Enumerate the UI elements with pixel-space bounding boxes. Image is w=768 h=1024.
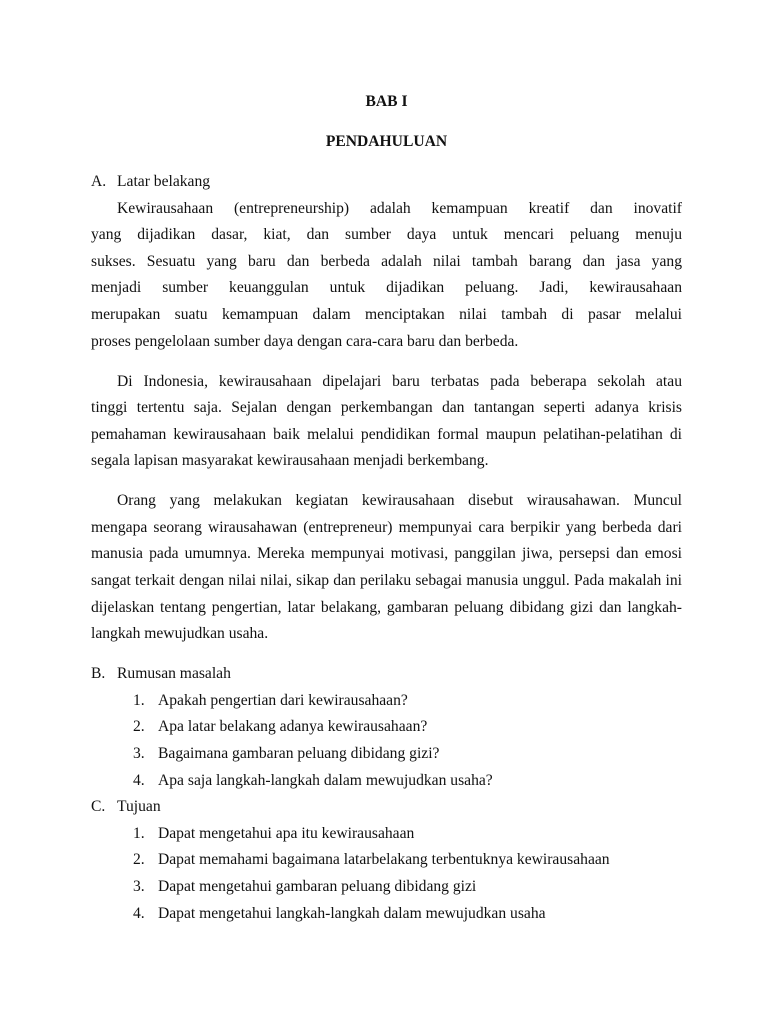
paragraph-line: menjadi sumber keuanggulan untuk dijadikan peluang. Jadi, kewirausahaan (91, 279, 682, 297)
list-item (91, 847, 682, 874)
list-item (91, 874, 682, 901)
list-number: 3. (133, 745, 145, 763)
list-text: Apakah pengertian dari kewirausahaan? (158, 691, 408, 709)
paragraph-line: sangat terkait dengan nilai nilai, sikap dan perilaku sebagai manusia unggul. Pada makalah ini (91, 572, 682, 590)
list-item (91, 768, 682, 795)
list-text: Dapat mengetahui gambaran peluang dibidang gizi (158, 877, 477, 895)
list-number: 3. (133, 877, 145, 895)
paragraph-line: Kewirausahaan (entrepreneurship) adalah kemampuan kreatif dan inovatif (117, 199, 682, 217)
paragraph-line: proses pengelolaan sumber daya dengan cara-cara baru dan berbeda. (91, 332, 519, 350)
section-b-list (91, 688, 682, 794)
list-number: 2. (133, 718, 145, 736)
paragraph-line: Orang yang melakukan kegiatan kewirausahaan disebut wirausahawan. Muncul (117, 492, 682, 510)
list-item (91, 741, 682, 768)
section-a-body (91, 196, 682, 648)
paragraph-line: pemahaman kewirausahaan baik melalui pendidikan formal maupun pelatihan-pelatihan di (91, 425, 682, 443)
list-number: 2. (133, 851, 145, 869)
list-item (91, 821, 682, 848)
list-text: Apa latar belakang adanya kewirausahaan? (158, 718, 428, 736)
list-item (91, 901, 682, 928)
list-text: Dapat mengetahui langkah-langkah dalam mewujudkan usaha (158, 904, 546, 922)
paragraph-line: tinggi tertentu saja. Sejalan dengan perkembangan dan tantangan seperti adanya krisis (91, 399, 682, 417)
list-text: Bagaimana gambaran peluang dibidang gizi? (158, 745, 440, 763)
paragraph-line: Di Indonesia, kewirausahaan dipelajari baru terbatas pada beberapa sekolah atau (117, 372, 682, 390)
section-b-heading: B. Rumusan masalah (91, 665, 231, 683)
section-c-heading: C. Tujuan (91, 798, 161, 816)
section-a-heading: A. Latar belakang (91, 172, 211, 190)
list-item (91, 688, 682, 715)
paragraph-line: merupakan suatu kemampuan dalam menciptakan nilai tambah di pasar melalui (91, 305, 682, 323)
list-item (91, 714, 682, 741)
list-text: Dapat mengetahui apa itu kewirausahaan (158, 824, 415, 842)
paragraph-line: mengapa seorang wirausahawan (entrepreneur) mempunyai cara berpikir yang berbeda dari (91, 518, 682, 536)
list-text: Dapat memahami bagaimana latarbelakang terbentuknya kewirausahaan (158, 851, 610, 869)
list-number: 1. (133, 691, 145, 709)
paragraph-line: langkah mewujudkan usaha. (91, 625, 269, 643)
paragraph-line: yang dijadikan dasar, kiat, dan sumber daya untuk mencari peluang menuju (91, 226, 682, 244)
list-number: 4. (133, 904, 145, 922)
list-number: 4. (133, 771, 145, 789)
paragraph-line: manusia pada umumnya. Mereka mempunyai motivasi, panggilan jiwa, persepsi dan emosi (91, 545, 682, 563)
list-number: 1. (133, 824, 145, 842)
document-page (91, 89, 682, 927)
section-c-list (91, 821, 682, 927)
chapter-subtitle: PENDAHULUAN (325, 132, 448, 150)
chapter-title: BAB I (365, 93, 408, 110)
paragraph-line: dijelaskan tentang pengertian, latar belakang, gambaran peluang dibidang gizi dan langkah- (91, 598, 682, 616)
paragraph-line: sukses. Sesuatu yang baru dan berbeda adalah nilai tambah barang dan jasa yang (91, 252, 682, 270)
paragraph-line: segala lapisan masyarakat kewirausahaan menjadi berkembang. (91, 452, 489, 470)
list-text: Apa saja langkah-langkah dalam mewujudkan usaha? (158, 771, 493, 789)
